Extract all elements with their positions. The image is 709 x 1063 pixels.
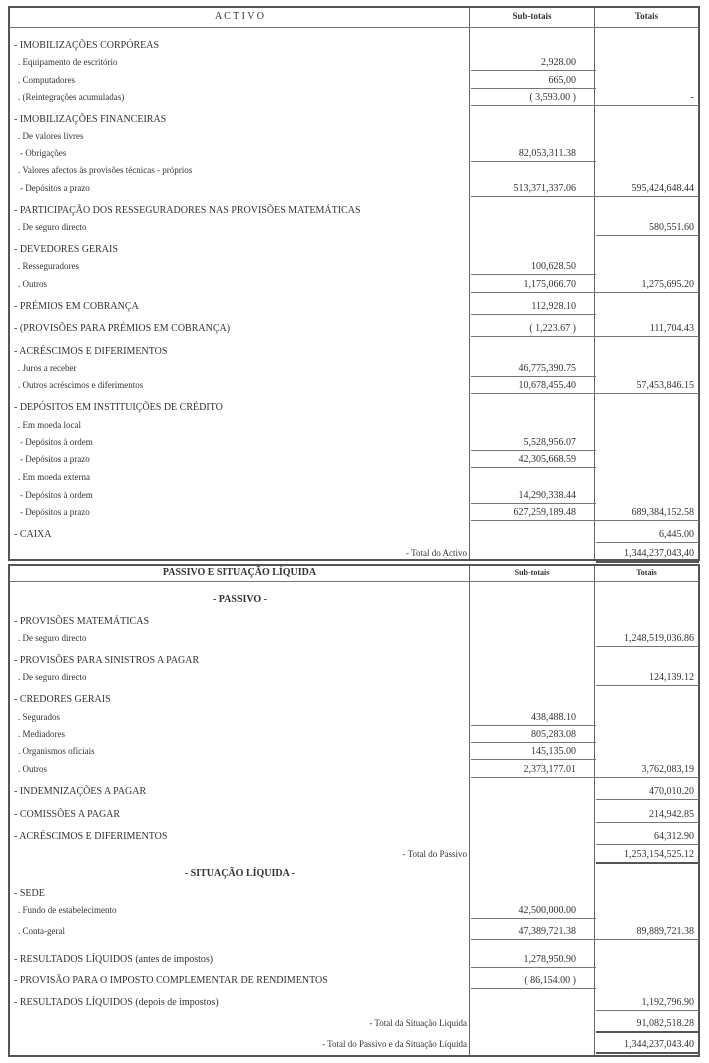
total-underline	[596, 393, 699, 394]
table-row	[10, 418, 698, 434]
total-value: 595,424,648.44	[631, 183, 694, 194]
row-label: . Equipamento de escritório	[18, 57, 118, 67]
total-underline	[596, 292, 699, 293]
subtotals-header: Sub-totais	[514, 568, 550, 577]
total-underline	[596, 1010, 699, 1011]
totals-header: Totais	[634, 11, 659, 21]
total-value: 111,704.43	[649, 323, 694, 334]
table-row	[10, 259, 698, 275]
subtotal-value: 5,528,956.07	[523, 437, 576, 448]
row-label: . Em moeda local	[18, 420, 81, 430]
row-label: . Valores afectos às provisões técnicas - próprios	[18, 165, 193, 175]
table-row	[10, 242, 698, 258]
row-label: . Segurados	[18, 712, 60, 722]
table-row	[10, 614, 698, 630]
total-underline	[596, 646, 699, 647]
total-underline	[596, 685, 699, 686]
row-label: - ACRÉSCIMOS E DIFERIMENTOS	[14, 831, 168, 842]
subtotal-value: 2,373,177.01	[523, 764, 576, 775]
table-row	[10, 995, 698, 1011]
subtotal-underline	[471, 70, 596, 71]
row-label: - SEDE	[14, 888, 45, 899]
subtotal-value: 100,628.50	[531, 261, 576, 272]
total-underline	[596, 777, 699, 778]
total-underline	[596, 844, 699, 845]
subtotal-underline	[471, 520, 596, 521]
total-underline	[596, 822, 699, 823]
row-label: - CAIXA	[14, 529, 52, 540]
row-label: . Outros	[18, 279, 47, 289]
subtotal-underline	[471, 725, 596, 726]
subtotal-value: 14,290,338.44	[518, 490, 576, 501]
table-row	[10, 203, 698, 219]
table-row	[10, 924, 698, 940]
row-label: - INDEMNIZAÇÕES A PAGAR	[14, 786, 147, 797]
table-row	[10, 361, 698, 377]
total-underline	[596, 1031, 699, 1033]
table-row	[10, 435, 698, 451]
table-row	[10, 653, 698, 669]
total-value: 124,139.12	[649, 672, 694, 683]
total-underline	[596, 799, 699, 800]
row-label: - Total da Situação Liquida	[369, 1018, 467, 1028]
subtotal-value: 627,259,189.48	[513, 507, 576, 518]
table-row	[10, 1016, 698, 1032]
passivo-title: PASSIVO E SITUAÇÃO LÍQUIDA	[162, 567, 317, 578]
total-underline	[596, 542, 699, 543]
row-label: - IMOBILIZAÇÕES FINANCEIRAS	[14, 114, 167, 125]
subtotal-underline	[471, 777, 596, 778]
subtotal-underline	[471, 393, 596, 394]
total-underline	[596, 862, 699, 864]
table-row	[10, 744, 698, 760]
table-row	[10, 299, 698, 315]
table-row	[10, 847, 698, 863]
subtotal-value: 665,00	[548, 75, 576, 86]
table-row	[10, 55, 698, 71]
subtotal-underline	[471, 967, 596, 968]
row-label: . Organismos oficiais	[18, 746, 95, 756]
row-label: - PROVISÕES MATEMÁTICAS	[14, 616, 150, 627]
total-value: 3,762,083,19	[641, 764, 694, 775]
passivo-table	[8, 564, 700, 1057]
total-underline	[596, 1052, 699, 1054]
table-row	[10, 220, 698, 236]
table-row	[10, 886, 698, 902]
table-row	[10, 505, 698, 521]
subtotal-value: 10,678,455.40	[518, 380, 576, 391]
subtotal-underline	[471, 503, 596, 504]
row-label: . De seguro directo	[18, 672, 87, 682]
table-row	[10, 762, 698, 778]
table-row	[10, 90, 698, 106]
table-row	[10, 903, 698, 919]
total-value: 1,275,695.20	[641, 279, 694, 290]
row-label: - DEVEDORES GERAIS	[14, 244, 118, 255]
row-label: - RESULTADOS LÍQUIDOS (antes de impostos)	[14, 954, 214, 965]
row-label: - PROVISÕES PARA SINISTROS A PAGAR	[14, 655, 200, 666]
total-underline	[596, 196, 699, 197]
activo-table	[8, 6, 700, 561]
table-row	[10, 112, 698, 128]
row-label: . De valores livres	[18, 131, 84, 141]
grand-total-value: 91,082,518.28	[636, 1018, 694, 1029]
grand-total-value: 1,344,237,043,40	[624, 548, 694, 559]
subtotal-value: 1,278,950.90	[523, 954, 576, 965]
table-row	[10, 592, 698, 608]
subtotal-underline	[471, 88, 596, 89]
row-label: - Depósitos a prazo	[20, 507, 90, 517]
subtotals-header: Sub-totais	[512, 11, 552, 21]
table-row	[10, 829, 698, 845]
row-label: - ACRÉSCIMOS E DIFERIMENTOS	[14, 346, 168, 357]
row-label: - Depósitos à ordem	[20, 490, 93, 500]
table-row	[10, 973, 698, 989]
table-row	[10, 38, 698, 54]
total-value: 1,192,796.90	[641, 997, 694, 1008]
subtotal-underline	[471, 336, 596, 337]
row-label: - COMISSÕES A PAGAR	[14, 809, 121, 820]
table-row	[10, 1037, 698, 1053]
table-row	[10, 692, 698, 708]
subtotal-value: 42,500,000.00	[518, 905, 576, 916]
subtotal-underline	[471, 196, 596, 197]
total-value: 57,453,846.15	[636, 380, 694, 391]
row-label: - Total do Passivo e da Situação Líquida	[322, 1039, 467, 1049]
activo-title: A C T I V O	[215, 11, 264, 22]
table-row	[10, 488, 698, 504]
table-row	[10, 163, 698, 179]
table-row	[10, 631, 698, 647]
total-value: 580,551.60	[649, 222, 694, 233]
total-value: 89,889,721.38	[636, 926, 694, 937]
grand-total-value: 1,344,237,043.40	[624, 1039, 694, 1050]
total-underline	[596, 105, 699, 106]
row-label: . Juros a receber	[18, 363, 77, 373]
row-label: . De seguro directo	[18, 633, 87, 643]
row-label: . Outros acréscimos e diferimentos	[18, 380, 144, 390]
subtotal-underline	[471, 918, 596, 919]
subtotal-value: ( 3,593.00 )	[529, 92, 576, 103]
subtotal-underline	[471, 314, 596, 315]
row-label: - DEPÓSITOS EM INSTITUIÇÕES DE CRÉDITO	[14, 402, 223, 413]
table-row	[10, 400, 698, 416]
subtotal-value: 513,371,337.06	[513, 183, 576, 194]
table-row	[10, 727, 698, 743]
table-row	[10, 277, 698, 293]
row-label: . Conta-geral	[18, 926, 65, 936]
table-row	[10, 866, 698, 882]
subtotal-underline	[471, 161, 596, 162]
row-label: - SITUAÇÃO LÍQUIDA -	[184, 868, 296, 879]
subtotal-value: 47,389,721.38	[518, 926, 576, 937]
subtotal-value: 1,175,066.70	[523, 279, 576, 290]
table-row	[10, 670, 698, 686]
total-value: 64,312.90	[654, 831, 694, 842]
total-value: -	[690, 92, 694, 103]
totals-header: Totais	[636, 568, 657, 577]
row-label: - Depósitos a prazo	[20, 183, 90, 193]
row-label: - PRÉMIOS EM COBRANÇA	[14, 301, 139, 312]
row-label: - PROVISÃO PARA O IMPOSTO COMPLEMENTAR DE RENDIMENTOS	[14, 975, 328, 986]
row-label: - (PROVISÕES PARA PRÉMIOS EM COBRANÇA)	[14, 323, 231, 334]
subtotal-underline	[471, 450, 596, 451]
row-label: . (Reintegrações acumuladas)	[18, 92, 125, 102]
activo-header	[10, 8, 698, 28]
subtotal-value: 145,135.00	[531, 746, 576, 757]
subtotal-value: ( 86,154.00 )	[524, 975, 576, 986]
row-label: - Total do Activo	[406, 548, 467, 558]
row-label: - PARTICIPAÇÃO DOS RESSEGURADORES NAS PROVISÕES MATEMÁTICAS	[14, 205, 361, 216]
grand-total-value: 1,253,154,525.12	[624, 849, 694, 860]
subtotal-underline	[471, 292, 596, 293]
total-value: 689,384,152.58	[631, 507, 694, 518]
subtotal-underline	[471, 742, 596, 743]
total-underline	[596, 336, 699, 337]
row-label: . Computadores	[18, 75, 75, 85]
subtotal-underline	[471, 988, 596, 989]
total-underline	[596, 235, 699, 236]
row-label: . Outros	[18, 764, 47, 774]
row-label: . Resseguradores	[18, 261, 79, 271]
subtotal-value: 438,488.10	[531, 712, 576, 723]
table-row	[10, 527, 698, 543]
table-row	[10, 470, 698, 486]
row-label: - Depósitos à ordem	[20, 437, 93, 447]
passivo-header	[10, 566, 698, 582]
table-row	[10, 452, 698, 468]
subtotal-value: ( 1,223.67 )	[529, 323, 576, 334]
subtotal-underline	[471, 376, 596, 377]
table-row	[10, 710, 698, 726]
table-row	[10, 73, 698, 89]
subtotal-value: 805,283.08	[531, 729, 576, 740]
subtotal-underline	[471, 939, 596, 940]
row-label: . Mediadores	[18, 729, 65, 739]
subtotal-underline	[471, 105, 596, 106]
table-row	[10, 952, 698, 968]
subtotal-value: 46,775,390.75	[518, 363, 576, 374]
row-label: - PASSIVO -	[212, 594, 268, 605]
total-underline	[596, 939, 699, 940]
row-label: . Em moeda externa	[18, 472, 90, 482]
subtotal-value: 82,053,311.38	[518, 148, 576, 159]
table-row	[10, 807, 698, 823]
total-underline	[596, 520, 699, 521]
row-label: - Depósitos a prazo	[20, 454, 90, 464]
row-label: . De seguro directo	[18, 222, 87, 232]
table-row	[10, 546, 698, 562]
table-row	[10, 344, 698, 360]
table-row	[10, 181, 698, 197]
subtotal-underline	[471, 274, 596, 275]
row-label: - CREDORES GERAIS	[14, 694, 111, 705]
total-underline	[596, 561, 699, 563]
subtotal-value: 112,928.10	[531, 301, 576, 312]
table-row	[10, 146, 698, 162]
table-row	[10, 784, 698, 800]
row-label: . Fundo de estabelecimento	[18, 905, 117, 915]
row-label: - IMOBILIZAÇÕES CORPÓREAS	[14, 40, 160, 51]
row-label: - Obrigações	[20, 148, 67, 158]
subtotal-value: 42,305,668.59	[518, 454, 576, 465]
total-value: 1,248,519,036.86	[624, 633, 694, 644]
table-row	[10, 129, 698, 145]
total-value: 6,445.00	[659, 529, 694, 540]
subtotal-underline	[471, 467, 596, 468]
total-value: 214,942.85	[649, 809, 694, 820]
table-row	[10, 378, 698, 394]
row-label: - Total do Passivo	[402, 849, 467, 859]
subtotal-underline	[471, 759, 596, 760]
total-value: 470,010.20	[649, 786, 694, 797]
row-label: - RESULTADOS LÍQUIDOS (depois de impostos)	[14, 997, 219, 1008]
table-row	[10, 321, 698, 337]
subtotal-value: 2,928.00	[541, 57, 576, 68]
